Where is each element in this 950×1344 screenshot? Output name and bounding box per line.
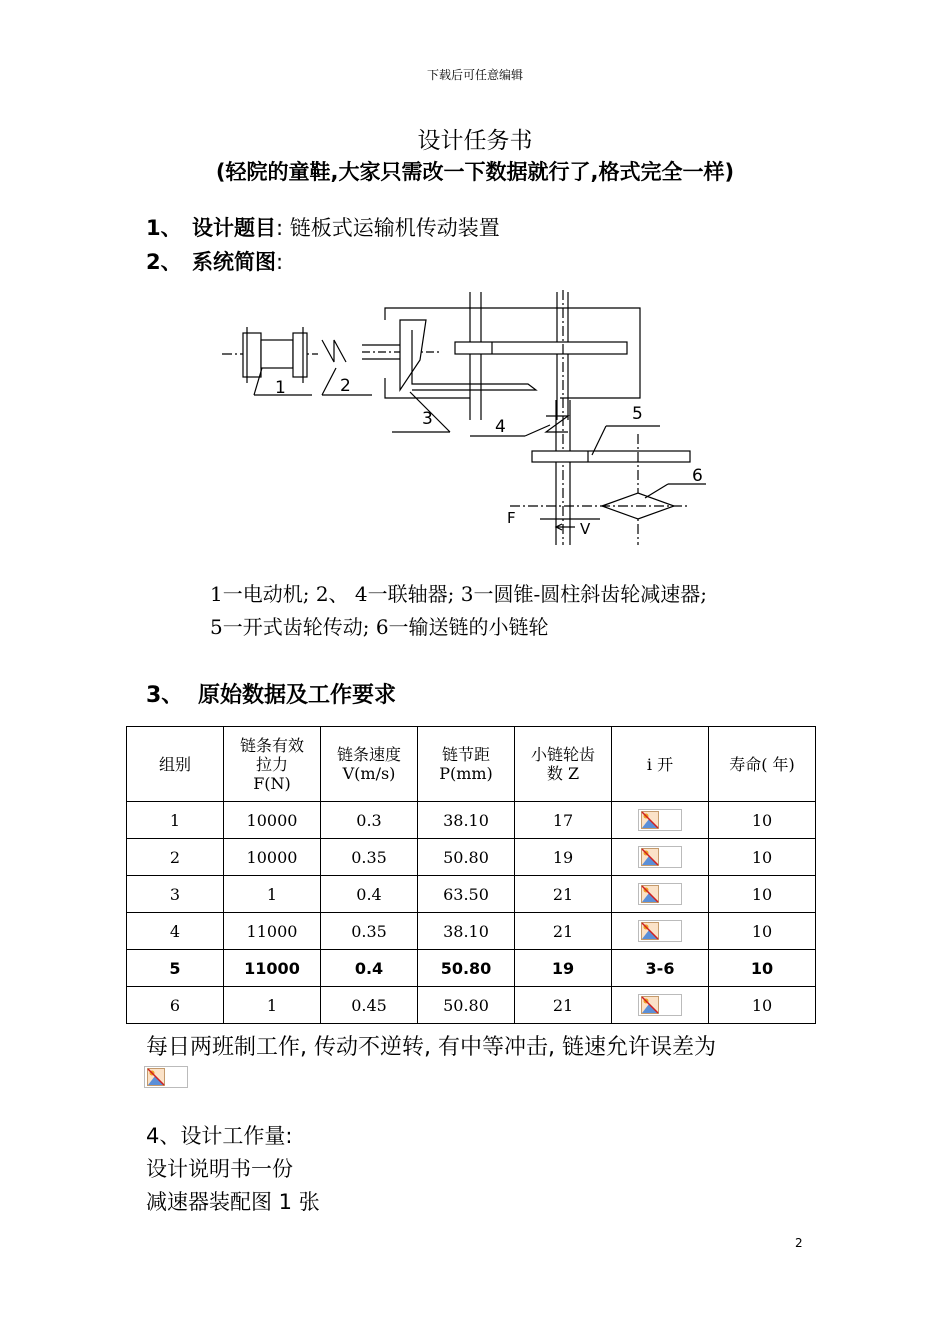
section-3-number: 3、 <box>146 683 184 708</box>
section-1-number: 1、 <box>146 216 182 240</box>
cell-life: 10 <box>709 987 816 1024</box>
table-header-row <box>127 727 816 802</box>
cell-group: 1 <box>127 802 224 839</box>
cell-life: 10 <box>709 913 816 950</box>
section-1-label: 设计题目 <box>192 216 276 240</box>
broken-image-icon <box>638 809 682 831</box>
broken-image-icon <box>638 846 682 868</box>
cell-teeth: 17 <box>515 802 612 839</box>
broken-image-icon <box>638 994 682 1016</box>
cell-i <box>612 987 709 1024</box>
cell-teeth: 21 <box>515 987 612 1024</box>
cell-speed: 0.45 <box>321 987 418 1024</box>
cell-pitch: 50.80 <box>418 839 515 876</box>
table-row <box>127 913 816 950</box>
data-table <box>126 726 816 1024</box>
section-2-label: 系统简图 <box>192 250 276 274</box>
diagram-label-5: 5 <box>632 404 643 424</box>
cell-force: 1 <box>224 876 321 913</box>
section-3 <box>146 678 396 709</box>
diagram-label-3: 3 <box>422 409 433 429</box>
cell-group: 5 <box>127 950 224 987</box>
diagram-label-1: 1 <box>275 378 286 398</box>
cell-teeth: 19 <box>515 950 612 987</box>
cell-speed: 0.4 <box>321 876 418 913</box>
cell-teeth: 21 <box>515 876 612 913</box>
header-life: 寿命( 年) <box>709 727 816 802</box>
cell-pitch: 63.50 <box>418 876 515 913</box>
cell-speed: 0.3 <box>321 802 418 839</box>
cell-pitch: 50.80 <box>418 950 515 987</box>
section-3-label: 原始数据及工作要求 <box>198 683 397 708</box>
diagram-label-velocity: V <box>580 520 591 538</box>
cell-group: 2 <box>127 839 224 876</box>
tolerance-image-placeholder <box>144 1066 188 1088</box>
document-subtitle: (轻院的童鞋,大家只需改一下数据就行了,格式完全一样) <box>215 160 735 184</box>
header-group: 组别 <box>127 727 224 802</box>
cell-pitch: 38.10 <box>418 802 515 839</box>
table-row <box>127 987 816 1024</box>
cell-force: 11000 <box>224 913 321 950</box>
cell-life: 10 <box>709 839 816 876</box>
cell-group: 6 <box>127 987 224 1024</box>
cell-speed: 0.35 <box>321 913 418 950</box>
broken-image-icon <box>144 1066 188 1088</box>
diagram-label-2: 2 <box>340 376 351 396</box>
broken-image-icon <box>638 883 682 905</box>
cell-i <box>612 802 709 839</box>
legend-line-1: 1一电动机; 2、 4一联轴器; 3一圆锥-圆柱斜齿轮减速器; <box>210 582 707 606</box>
cell-teeth: 21 <box>515 913 612 950</box>
cell-teeth: 19 <box>515 839 612 876</box>
diagram-label-4: 4 <box>495 417 506 437</box>
cell-pitch: 38.10 <box>418 913 515 950</box>
cell-pitch: 50.80 <box>418 987 515 1024</box>
cell-force: 10000 <box>224 839 321 876</box>
page-number: 2 <box>795 1236 803 1250</box>
table-row <box>127 876 816 913</box>
legend-line-2: 5一开式齿轮传动; 6一输送链的小链轮 <box>210 615 549 639</box>
header-force: 链条有效 拉力 F(N) <box>224 727 321 802</box>
cell-force: 10000 <box>224 802 321 839</box>
cell-life: 10 <box>709 802 816 839</box>
section-4-heading: 4、设计工作量: <box>146 1124 293 1148</box>
table-row <box>127 802 816 839</box>
cell-speed: 0.35 <box>321 839 418 876</box>
header-speed: 链条速度 V(m/s) <box>321 727 418 802</box>
cell-life: 10 <box>709 876 816 913</box>
cell-i <box>612 876 709 913</box>
cell-i <box>612 913 709 950</box>
table-row <box>127 950 816 987</box>
cell-group: 3 <box>127 876 224 913</box>
diagram-label-6: 6 <box>692 466 703 486</box>
header-teeth: 小链轮齿 数 Z <box>515 727 612 802</box>
document-title: 设计任务书 <box>417 128 533 154</box>
page-header: 下载后可任意编辑 <box>426 68 523 82</box>
cell-life: 10 <box>709 950 816 987</box>
cell-i <box>612 839 709 876</box>
cell-force: 11000 <box>224 950 321 987</box>
section-4-line-1: 设计说明书一份 <box>146 1157 293 1181</box>
header-pitch: 链节距 P(mm) <box>418 727 515 802</box>
cell-force: 1 <box>224 987 321 1024</box>
header-ratio: i 开 <box>612 727 709 802</box>
broken-image-icon <box>638 920 682 942</box>
cell-group: 4 <box>127 913 224 950</box>
section-1-text: : 链板式运输机传动装置 <box>276 216 500 240</box>
section-4-line-2: 减速器装配图 1 张 <box>146 1190 320 1214</box>
cell-speed: 0.4 <box>321 950 418 987</box>
cell-i: 3-6 <box>612 950 709 987</box>
table-row <box>127 839 816 876</box>
section-2-text: : <box>276 250 284 274</box>
section-2-number: 2、 <box>146 250 182 274</box>
diagram-label-force: F <box>507 509 516 527</box>
system-diagram <box>0 0 950 560</box>
work-requirement-note: 每日两班制工作, 传动不逆转, 有中等冲击, 链速允许误差为 <box>146 1035 716 1060</box>
